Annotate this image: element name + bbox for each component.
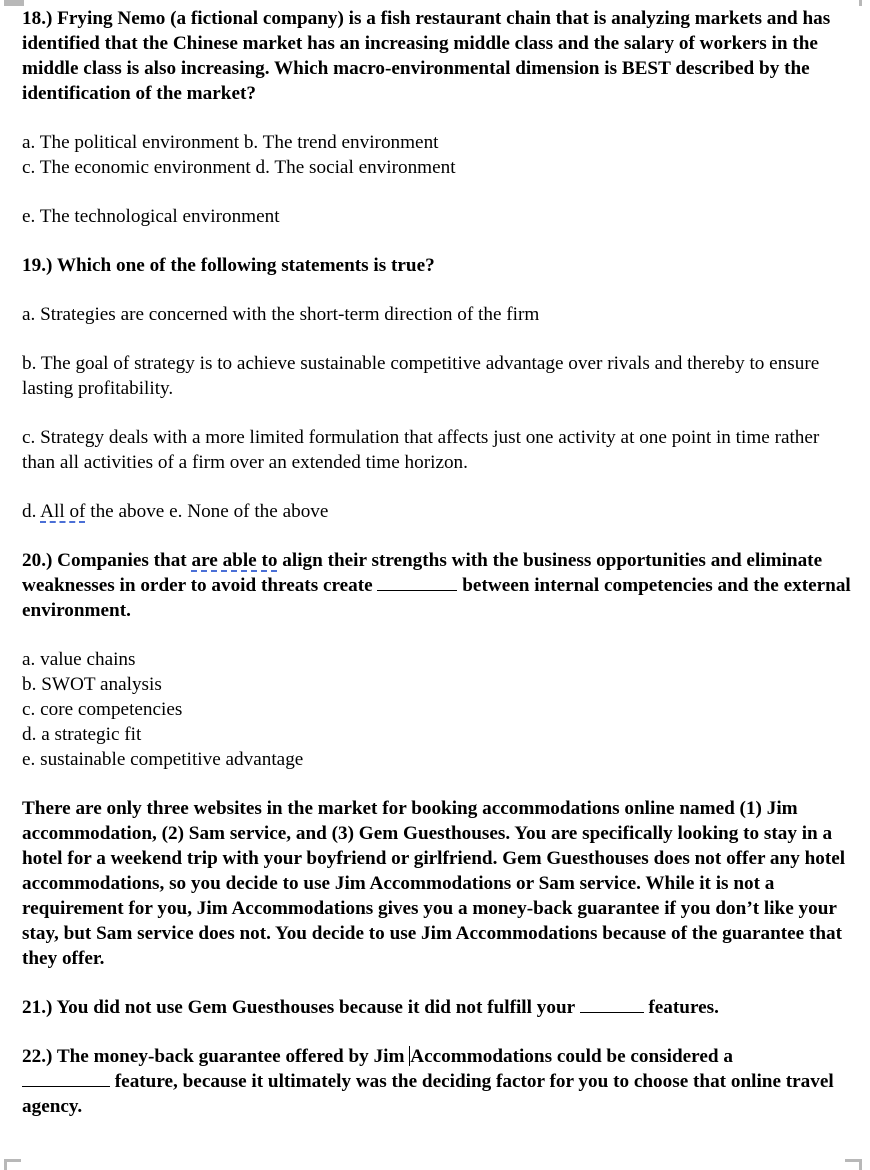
answer-blank	[580, 997, 644, 1013]
answer-blank	[377, 575, 457, 591]
question-20-option-b: b. SWOT analysis	[22, 674, 162, 695]
question-18-options-line-1: a. The political environment b. The trend environment	[22, 132, 439, 153]
answer-blank	[22, 1071, 110, 1087]
question-20-stem-part-1: 20.) Companies that	[22, 550, 192, 571]
question-19-option-a: a. Strategies are concerned with the short-term direction of the firm	[22, 304, 540, 325]
page-corner-bottom-left	[4, 1159, 21, 1170]
question-18-options-line-3: e. The technological environment	[22, 206, 280, 227]
question-20-stem	[22, 548, 857, 623]
document-body[interactable]	[22, 6, 857, 1119]
question-20-stem-part-2: align their strengths with the business opportunities and eliminate weaknesses in order to avoid threats create	[22, 550, 823, 596]
question-19-option-d-e	[22, 499, 857, 524]
question-21-stem	[22, 995, 857, 1020]
page-corner-bottom-right	[845, 1159, 862, 1170]
question-19-stem: 19.) Which one of the following statements is true?	[22, 255, 435, 276]
question-22-stem-part-1: 22.) The money-back guarantee offered by Jim	[22, 1046, 410, 1067]
page-corner-top-left-vertical	[4, 0, 21, 6]
question-19-option-c: c. Strategy deals with a more limited formulation that affects just one activity at one point in time rather than all activities of a firm over an extended time horizon.	[22, 427, 820, 473]
question-22-stem-part-3: feature, because it ultimately was the deciding factor for you to choose that online travel agency.	[22, 1071, 834, 1117]
question-20-option-e: e. sustainable competitive advantage	[22, 749, 304, 770]
question-22-stem	[22, 1044, 857, 1119]
question-21-stem-part-2: features.	[643, 997, 719, 1018]
question-18-stem: 18.) Frying Nemo (a fictional company) is a fish restaurant chain that is analyzing markets and has identified that the Chinese market has an increasing middle class and the salary of workers in the middle class is also increasing. Which macro-environmental dimension is BEST described by the identification of the market?	[22, 8, 831, 104]
question-22-stem-part-2: Accommodations could be considered a	[410, 1046, 733, 1067]
grammar-marked-text[interactable]: are able to	[191, 550, 278, 571]
question-20-stem-part-3: between internal competencies and the external environment.	[22, 575, 851, 621]
question-19-option-b: b. The goal of strategy is to achieve sustainable competitive advantage over rivals and thereby to ensure lasting profitability.	[22, 353, 820, 399]
question-18-options-line-2: c. The economic environment d. The social environment	[22, 157, 456, 178]
option-d-suffix: the above e. None of the above	[85, 501, 329, 522]
question-21-stem-part-1: 21.) You did not use Gem Guesthouses because it did not fulfill your	[22, 997, 580, 1018]
question-20-option-a: a. value chains	[22, 649, 136, 670]
option-d-prefix: d.	[22, 501, 41, 522]
question-20-option-c: c. core competencies	[22, 699, 183, 720]
scenario-paragraph: There are only three websites in the market for booking accommodations online named (1) Jim accommodation, (2) Sam service, and (3) Gem Guesthouses. You are specifically looking to stay in a hotel for a weekend trip with your boyfriend or girlfriend. Gem Guesthouses does not offer any hotel accommodations, so you decide to use Jim Accommodations or Sam service. While it is not a requirement for you, Jim Accommodations gives you a money-back guarantee if you don’t like your stay, but Sam service does not. You decide to use Jim Accommodations because of the guarantee that they offer.	[22, 798, 846, 969]
question-20-option-d: d. a strategic fit	[22, 724, 142, 745]
grammar-marked-text[interactable]: All of	[40, 501, 86, 522]
